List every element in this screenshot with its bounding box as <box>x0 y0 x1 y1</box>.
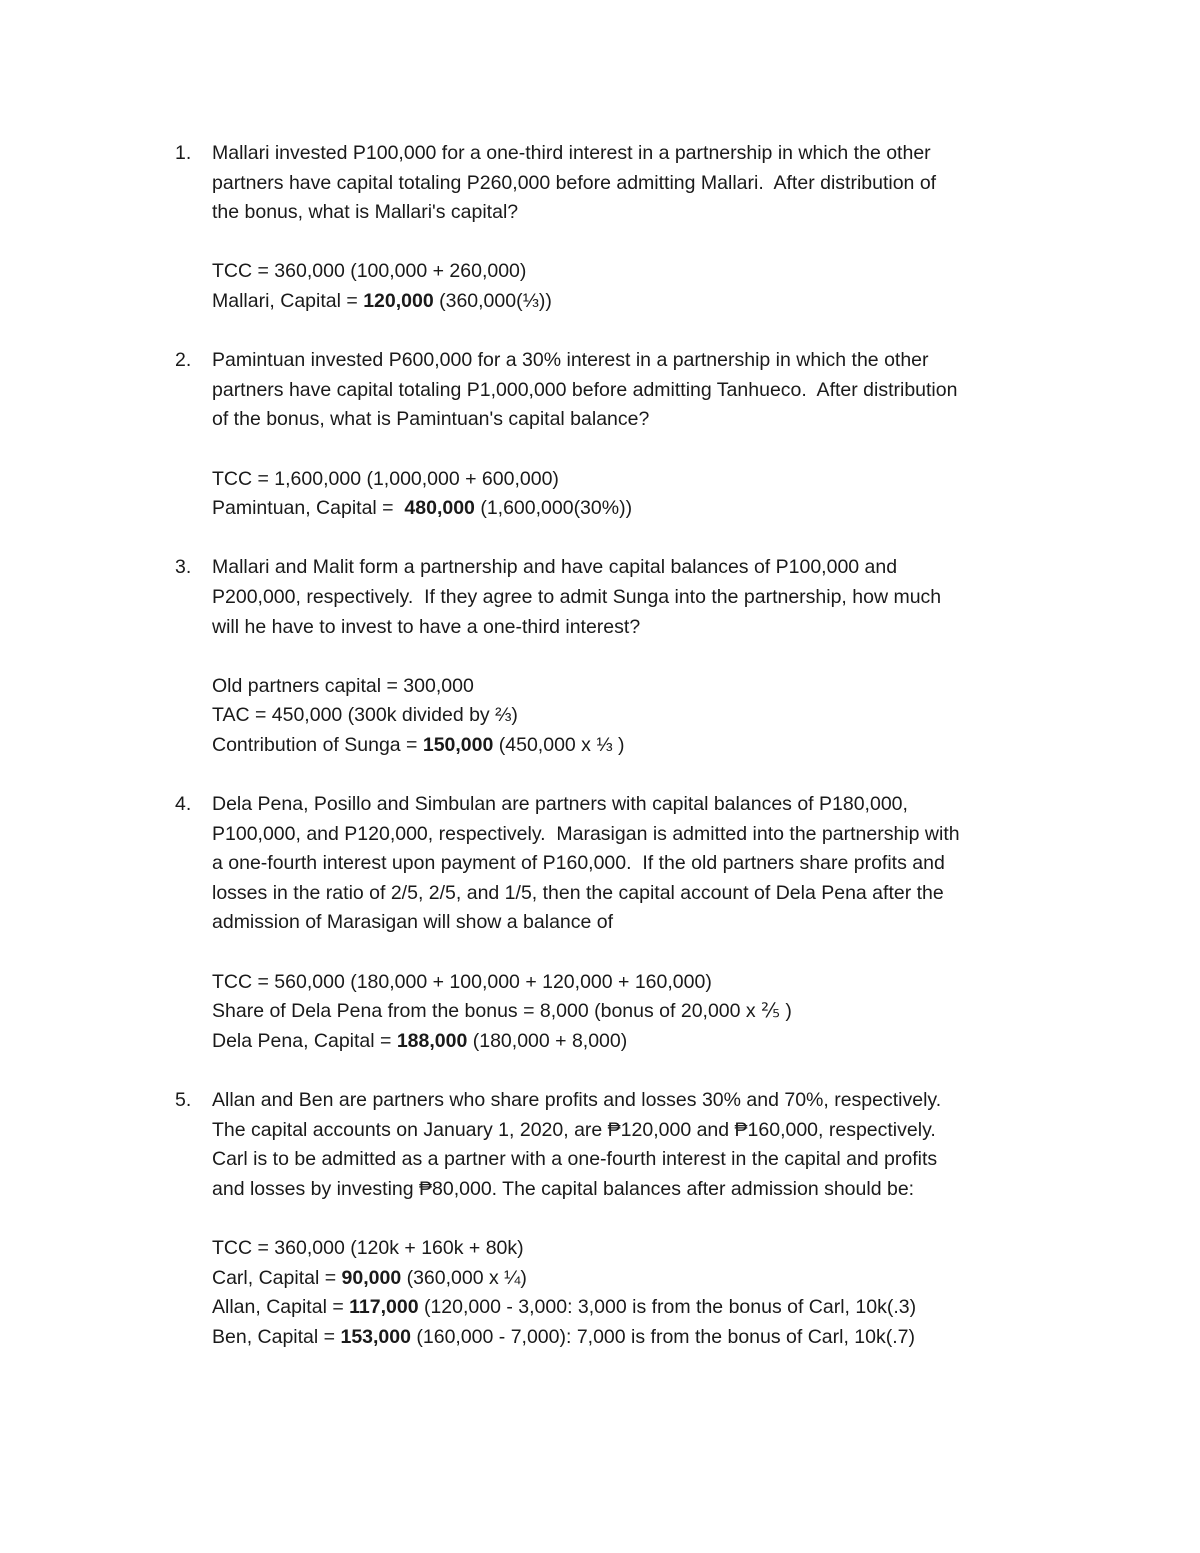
document-page <box>0 139 1200 1382</box>
solution-line <box>212 672 1072 702</box>
question-line: a one-fourth interest upon payment of P160,000. If the old partners share profits and <box>212 852 945 875</box>
problem-question <box>212 790 1072 938</box>
solution-text: TCC = 1,600,000 (1,000,000 + 600,000) <box>212 467 559 490</box>
problem-question <box>212 553 1072 642</box>
problem-solution <box>212 1234 1072 1352</box>
problem-question <box>212 346 1072 435</box>
answer-value: 120,000 <box>363 289 434 312</box>
question-line: the bonus, what is Mallari's capital? <box>212 201 519 224</box>
problem-solution <box>212 672 1072 761</box>
solution-line <box>212 1234 1072 1264</box>
solution-text: Pamintuan, Capital = <box>212 497 405 520</box>
solution-text: (180,000 + 8,000) <box>467 1029 628 1052</box>
problem-number: 2. <box>175 349 192 372</box>
spacer <box>212 1204 1072 1234</box>
solution-line <box>212 1027 1072 1057</box>
solution-line <box>212 494 1072 524</box>
problem-item <box>0 346 1200 524</box>
solution-text: (120,000 - 3,000: 3,000 is from the bonus of Carl, 10k(.3) <box>418 1296 917 1319</box>
solution-text: Allan, Capital = <box>212 1296 350 1319</box>
question-line: The capital accounts on January 1, 2020, are ₱120,000 and ₱160,000, respectively. <box>212 1118 936 1141</box>
spacer <box>212 642 1072 672</box>
solution-line <box>212 701 1072 731</box>
solution-text: Share of Dela Pena from the bonus = 8,000 (bonus of 20,000 x ⅖ ) <box>212 1000 792 1023</box>
problem-item <box>0 139 1200 317</box>
problem-body <box>212 139 1072 317</box>
problem-item <box>0 553 1200 760</box>
solution-line <box>212 731 1072 761</box>
question-line: and losses by investing ₱80,000. The capital balances after admission should be: <box>212 1177 915 1200</box>
answer-value: 90,000 <box>341 1266 402 1289</box>
question-line: P100,000, and P120,000, respectively. Marasigan is admitted into the partnership with <box>212 822 960 845</box>
solution-text: Carl, Capital = <box>212 1266 342 1289</box>
question-line: of the bonus, what is Pamintuan's capital balance? <box>212 408 650 431</box>
solution-line <box>212 287 1072 317</box>
problem-question <box>212 1086 1072 1204</box>
question-line: partners have capital totaling P1,000,000 before admitting Tanhueco. After distribution <box>212 378 958 401</box>
solution-text: TCC = 360,000 (100,000 + 260,000) <box>212 260 527 283</box>
problem-number: 5. <box>175 1089 192 1111</box>
question-line: P200,000, respectively. If they agree to admit Sunga into the partnership, how much <box>212 585 942 608</box>
problem-number: 4. <box>175 793 192 816</box>
solution-line <box>212 465 1072 495</box>
problem-number: 3. <box>175 556 192 579</box>
question-line: partners have capital totaling P260,000 before admitting Mallari. After distribution of <box>212 171 937 194</box>
solution-text: Contribution of Sunga = <box>212 733 423 756</box>
answer-value: 153,000 <box>340 1325 411 1348</box>
problem-item <box>0 790 1200 1056</box>
spacer <box>212 435 1072 465</box>
problem-solution <box>212 257 1072 316</box>
question-line: Dela Pena, Posillo and Simbulan are partners with capital balances of P180,000, <box>212 793 908 816</box>
question-line: Mallari invested P100,000 for a one-third interest in a partnership in which the other <box>212 142 931 164</box>
solution-text: Ben, Capital = <box>212 1325 341 1348</box>
solution-line <box>212 968 1072 998</box>
problem-solution <box>212 968 1072 1057</box>
solution-text: (450,000 x ⅓ ) <box>493 733 625 756</box>
solution-line <box>212 1264 1072 1294</box>
answer-value: 188,000 <box>396 1029 468 1052</box>
solution-line <box>212 997 1072 1027</box>
problem-item <box>0 1086 1200 1352</box>
question-line: Carl is to be admitted as a partner with a one-fourth interest in the capital and profits <box>212 1148 938 1171</box>
solution-text: TAC = 450,000 (300k divided by ⅔) <box>212 704 518 727</box>
question-line: losses in the ratio of 2/5, 2/5, and 1/5, then the capital account of Dela Pena after the <box>212 881 944 904</box>
solution-text: (160,000 - 7,000): 7,000 is from the bonus of Carl, 10k(.7) <box>410 1325 915 1348</box>
problem-body <box>212 346 1072 524</box>
solution-text: (360,000 x ¼) <box>401 1266 527 1289</box>
answer-value: 150,000 <box>422 733 494 756</box>
problem-body <box>212 790 1072 1056</box>
solution-line <box>212 1323 1072 1353</box>
problem-body <box>212 1086 1072 1352</box>
solution-text: TCC = 360,000 (120k + 160k + 80k) <box>212 1236 524 1259</box>
solution-text: (1,600,000(30%)) <box>474 497 633 520</box>
answer-value: 480,000 <box>404 497 475 520</box>
solution-text: Old partners capital = 300,000 <box>212 674 474 697</box>
solution-line <box>212 1293 1072 1323</box>
solution-text: Mallari, Capital = <box>212 289 364 312</box>
question-line: Allan and Ben are partners who share profits and losses 30% and 70%, respectively. <box>212 1089 942 1111</box>
solution-line <box>212 257 1072 287</box>
answer-value: 117,000 <box>349 1296 419 1319</box>
spacer <box>212 938 1072 968</box>
spacer <box>212 228 1072 258</box>
problem-question <box>212 139 1072 228</box>
question-line: Pamintuan invested P600,000 for a 30% interest in a partnership in which the other <box>212 349 929 372</box>
problem-number: 1. <box>175 142 192 164</box>
question-line: admission of Marasigan will show a balance of <box>212 911 614 934</box>
solution-text: TCC = 560,000 (180,000 + 100,000 + 120,000 + 160,000) <box>212 970 712 993</box>
problem-solution <box>212 465 1072 524</box>
question-line: will he have to invest to have a one-third interest? <box>212 615 641 638</box>
problem-body <box>212 553 1072 760</box>
question-line: Mallari and Malit form a partnership and have capital balances of P100,000 and <box>212 556 898 579</box>
solution-text: Dela Pena, Capital = <box>212 1029 397 1052</box>
solution-text: (360,000(⅓)) <box>433 289 552 312</box>
